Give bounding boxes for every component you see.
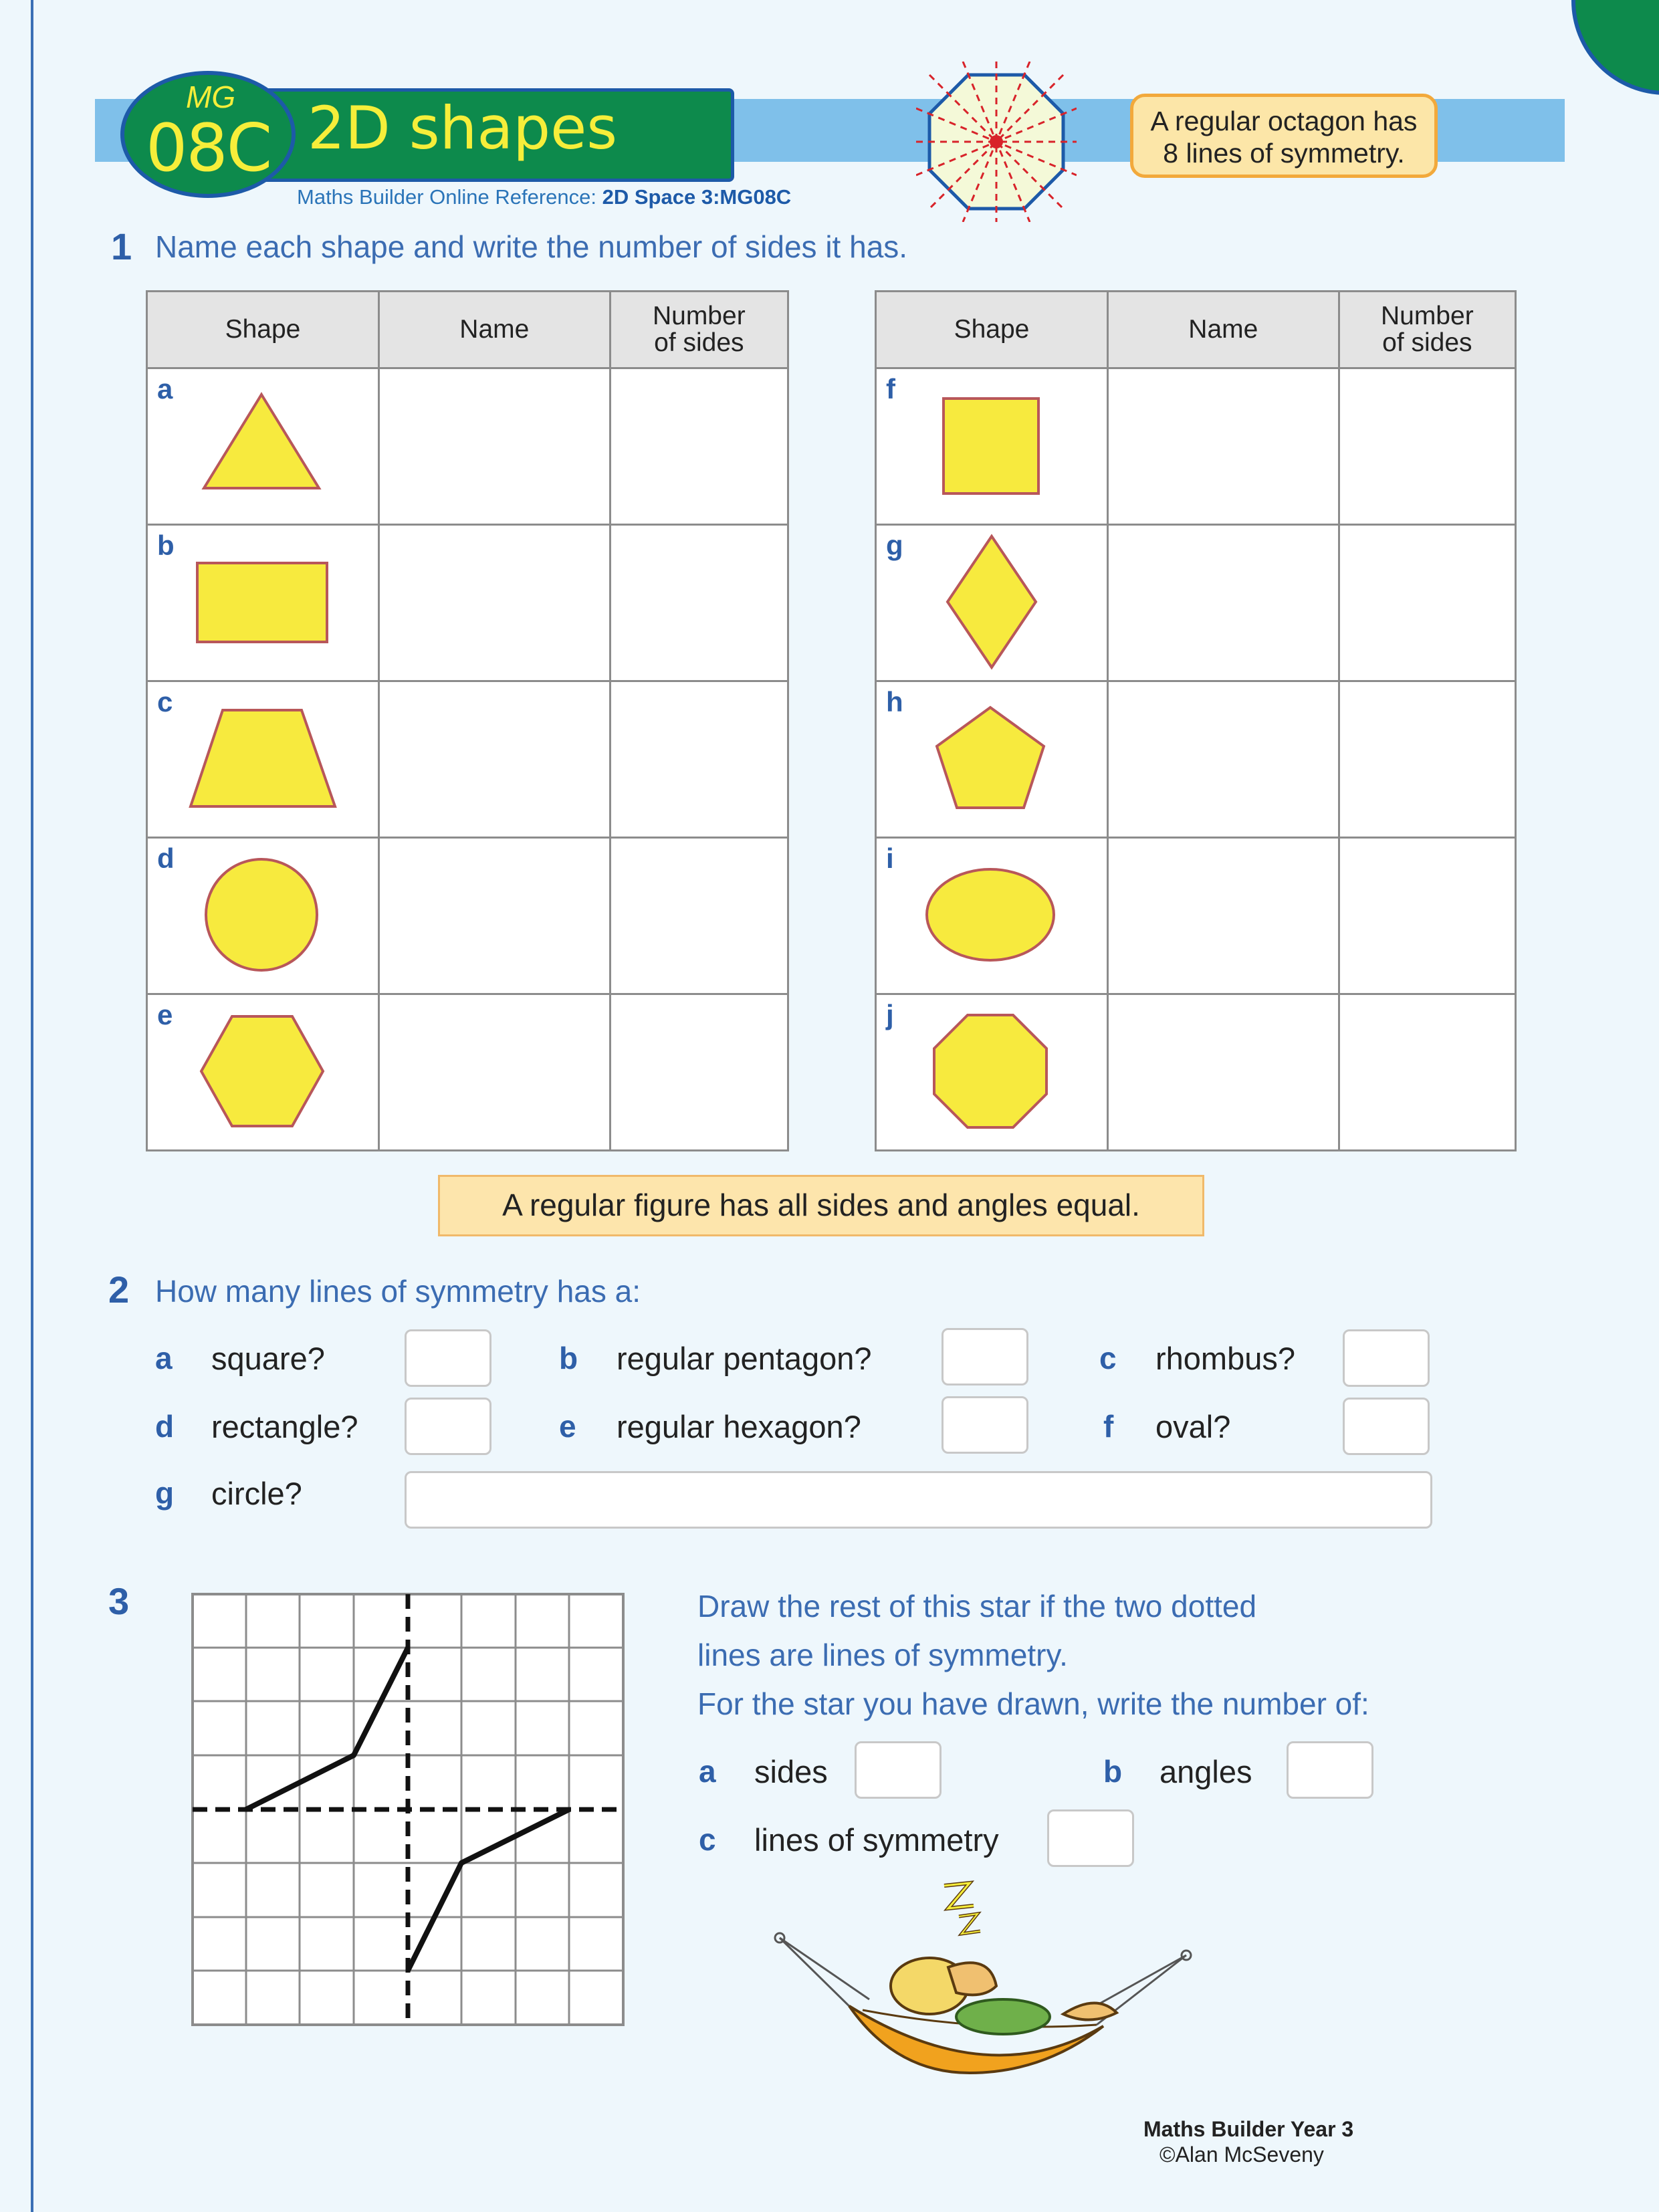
name-answer-cell[interactable] bbox=[1107, 838, 1339, 994]
page-title: 2D shapes bbox=[308, 94, 618, 162]
shapes-table-left bbox=[146, 290, 789, 1151]
table-row bbox=[147, 681, 788, 838]
shape-cell bbox=[876, 681, 1108, 838]
question-1-text: Name each shape and write the number of sides it has. bbox=[155, 229, 908, 264]
shape-cell bbox=[147, 994, 379, 1151]
triangle-icon bbox=[148, 369, 375, 520]
name-answer-cell[interactable] bbox=[378, 994, 610, 1151]
table-row bbox=[876, 994, 1516, 1151]
q2-g-letter: g bbox=[155, 1476, 175, 1511]
row-label: e bbox=[157, 999, 173, 1030]
q2-d-answer-box[interactable] bbox=[405, 1398, 491, 1455]
name-answer-cell[interactable] bbox=[1107, 994, 1339, 1151]
online-ref-value: 2D Space 3:MG08C bbox=[602, 185, 792, 209]
q2-c-text: rhombus? bbox=[1155, 1341, 1295, 1376]
row-label: d bbox=[157, 843, 175, 874]
header-shape: Shape bbox=[876, 292, 1108, 368]
q3-c-answer-box[interactable] bbox=[1047, 1809, 1134, 1867]
header-sides-line-1: Number bbox=[652, 302, 746, 330]
question-3-number: 3 bbox=[108, 1580, 130, 1622]
header-sides-line-1: Number bbox=[1380, 302, 1474, 330]
header-name: Name bbox=[1107, 292, 1339, 368]
q3-line-1: Draw the rest of this star if the two dotted bbox=[697, 1589, 1257, 1624]
header-name: Name bbox=[378, 292, 610, 368]
q3-line-3: For the star you have drawn, write the number of: bbox=[697, 1686, 1369, 1721]
octagon-tip bbox=[1130, 94, 1438, 178]
octagon-icon bbox=[877, 995, 1104, 1146]
q2-b-letter: b bbox=[559, 1341, 578, 1375]
sides-answer-cell[interactable] bbox=[1339, 838, 1515, 994]
q2-f-letter: f bbox=[1103, 1409, 1114, 1444]
name-answer-cell[interactable] bbox=[378, 681, 610, 838]
header-sides bbox=[610, 292, 788, 368]
question-2-text: How many lines of symmetry has a: bbox=[155, 1274, 641, 1309]
sleeping-character-in-hammock-icon bbox=[769, 1872, 1197, 2100]
table-row bbox=[147, 994, 788, 1151]
shape-cell bbox=[876, 838, 1108, 994]
header-sides-line-2: of sides bbox=[1382, 328, 1472, 357]
shapes-table-right bbox=[875, 290, 1517, 1151]
name-answer-cell[interactable] bbox=[378, 368, 610, 525]
corner-tab bbox=[1571, 0, 1659, 95]
table-row bbox=[876, 681, 1516, 838]
shape-cell bbox=[876, 525, 1108, 681]
header-sides-line-2: of sides bbox=[654, 328, 744, 357]
q3-b-letter: b bbox=[1103, 1754, 1123, 1789]
octagon-symmetry-icon bbox=[916, 62, 1077, 222]
table-row bbox=[876, 368, 1516, 525]
table-row bbox=[876, 838, 1516, 994]
row-label: i bbox=[886, 843, 894, 874]
row-label: f bbox=[886, 373, 895, 405]
header-shape: Shape bbox=[147, 292, 379, 368]
q2-e-text: regular hexagon? bbox=[617, 1409, 861, 1444]
regular-figure-note: A regular figure has all sides and angles equal. bbox=[438, 1175, 1204, 1236]
table-row bbox=[147, 838, 788, 994]
star-grid bbox=[191, 1593, 626, 2027]
page-margin-line bbox=[31, 0, 33, 2212]
q2-e-letter: e bbox=[559, 1409, 576, 1444]
shape-cell bbox=[147, 525, 379, 681]
table-row bbox=[876, 525, 1516, 681]
online-reference bbox=[297, 185, 791, 209]
q2-a-text: square? bbox=[211, 1341, 325, 1376]
footer-copyright: ©Alan McSeveny bbox=[1159, 2142, 1324, 2167]
shape-cell bbox=[147, 681, 379, 838]
header-sides bbox=[1339, 292, 1515, 368]
question-2-number: 2 bbox=[108, 1268, 130, 1311]
code-number: 08C bbox=[146, 110, 271, 187]
sides-answer-cell[interactable] bbox=[1339, 525, 1515, 681]
q3-a-answer-box[interactable] bbox=[855, 1741, 942, 1799]
q2-a-answer-box[interactable] bbox=[405, 1329, 491, 1387]
q3-line-2: lines are lines of symmetry. bbox=[697, 1638, 1068, 1672]
sides-answer-cell[interactable] bbox=[610, 525, 788, 681]
name-answer-cell[interactable] bbox=[1107, 681, 1339, 838]
shape-cell bbox=[876, 994, 1108, 1151]
sides-answer-cell[interactable] bbox=[1339, 368, 1515, 525]
trapezium-icon bbox=[148, 682, 375, 833]
tip-line-2: 8 lines of symmetry. bbox=[1163, 138, 1405, 169]
q2-e-answer-box[interactable] bbox=[942, 1396, 1028, 1454]
name-answer-cell[interactable] bbox=[1107, 368, 1339, 525]
pentagon-icon bbox=[877, 682, 1104, 833]
q2-g-text: circle? bbox=[211, 1476, 302, 1511]
shape-cell bbox=[147, 838, 379, 994]
sides-answer-cell[interactable] bbox=[610, 681, 788, 838]
q3-c-letter: c bbox=[699, 1822, 716, 1857]
q2-d-letter: d bbox=[155, 1409, 175, 1444]
q2-b-text: regular pentagon? bbox=[617, 1341, 872, 1376]
shape-cell bbox=[876, 368, 1108, 525]
row-label: h bbox=[886, 686, 903, 717]
oval-icon bbox=[877, 839, 1104, 990]
name-answer-cell[interactable] bbox=[378, 838, 610, 994]
name-answer-cell[interactable] bbox=[1107, 525, 1339, 681]
shape-cell bbox=[147, 368, 379, 525]
q2-d-text: rectangle? bbox=[211, 1409, 358, 1444]
footer-book-title: Maths Builder Year 3 bbox=[1143, 2117, 1354, 2141]
q2-f-text: oval? bbox=[1155, 1409, 1231, 1444]
tip-line-1: A regular octagon has bbox=[1150, 106, 1418, 136]
sides-answer-cell[interactable] bbox=[610, 368, 788, 525]
circle-icon bbox=[148, 839, 375, 990]
code-prefix: MG bbox=[186, 80, 236, 114]
q2-a-letter: a bbox=[155, 1341, 173, 1375]
q3-a-letter: a bbox=[699, 1754, 716, 1789]
q2-g-answer-box[interactable] bbox=[405, 1471, 1432, 1529]
q2-c-answer-box[interactable] bbox=[1343, 1329, 1430, 1387]
q2-c-letter: c bbox=[1099, 1341, 1117, 1375]
q3-b-answer-box[interactable] bbox=[1287, 1741, 1373, 1799]
row-label: j bbox=[886, 999, 894, 1030]
q2-f-answer-box[interactable] bbox=[1343, 1398, 1430, 1455]
row-label: c bbox=[157, 686, 173, 717]
q3-c-text: lines of symmetry bbox=[754, 1822, 999, 1858]
q2-b-answer-box[interactable] bbox=[942, 1328, 1028, 1386]
q3-b-text: angles bbox=[1159, 1754, 1252, 1789]
sides-answer-cell[interactable] bbox=[610, 994, 788, 1151]
table-row bbox=[147, 525, 788, 681]
sides-answer-cell[interactable] bbox=[1339, 681, 1515, 838]
question-1-number: 1 bbox=[111, 225, 132, 267]
square-icon bbox=[877, 369, 1104, 520]
rectangle-icon bbox=[148, 526, 375, 677]
table-row bbox=[147, 368, 788, 525]
sides-answer-cell[interactable] bbox=[1339, 994, 1515, 1151]
hexagon-icon bbox=[148, 995, 375, 1146]
row-label: a bbox=[157, 373, 173, 405]
rhombus-icon bbox=[877, 526, 1104, 677]
row-label: g bbox=[886, 530, 903, 561]
online-ref-label: Maths Builder Online Reference: bbox=[297, 185, 597, 209]
sides-answer-cell[interactable] bbox=[610, 838, 788, 994]
row-label: b bbox=[157, 530, 175, 561]
name-answer-cell[interactable] bbox=[378, 525, 610, 681]
q3-a-text: sides bbox=[754, 1754, 828, 1789]
q3-instructions bbox=[697, 1582, 1634, 1729]
